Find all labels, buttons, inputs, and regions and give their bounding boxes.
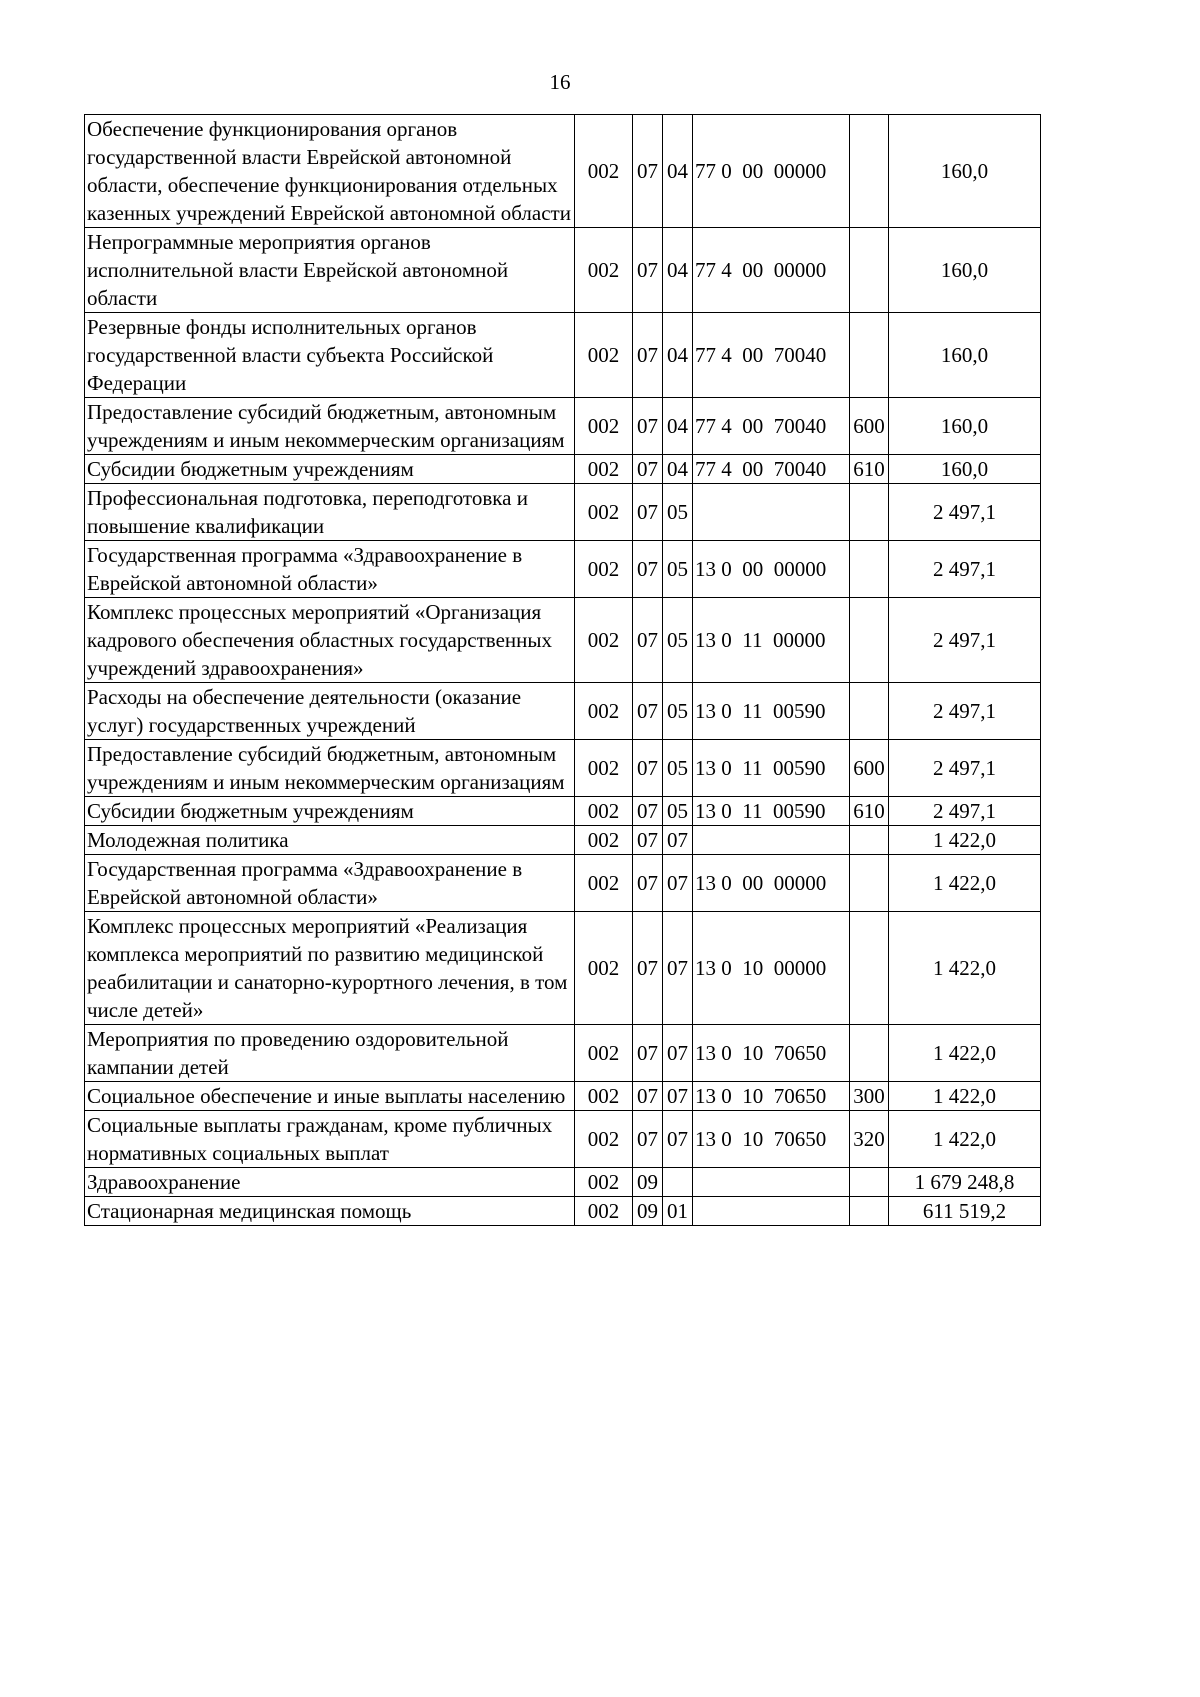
row-name-cell: Непрограммные мероприятия органов исполнительной власти Еврейской автономной области [85, 228, 575, 313]
amount-cell: 160,0 [889, 398, 1041, 455]
table-row [85, 912, 1041, 1025]
admin-code-cell: 002 [575, 1025, 633, 1082]
amount-cell: 160,0 [889, 228, 1041, 313]
target-article-cell [693, 484, 850, 541]
admin-code-cell: 002 [575, 598, 633, 683]
target-article-cell: 77 0 00 00000 [693, 115, 850, 228]
expense-type-cell: 600 [850, 740, 889, 797]
target-article-cell: 13 0 11 00590 [693, 683, 850, 740]
row-name-cell: Предоставление субсидий бюджетным, автономным учреждениям и иным некоммерческим организациям [85, 398, 575, 455]
table-row [85, 455, 1041, 484]
admin-code-cell: 002 [575, 797, 633, 826]
subsection-code-cell: 05 [663, 598, 693, 683]
subsection-code-cell: 05 [663, 683, 693, 740]
amount-cell: 1 422,0 [889, 912, 1041, 1025]
section-code-cell: 07 [633, 398, 663, 455]
admin-code-cell: 002 [575, 398, 633, 455]
table-body [85, 115, 1041, 1226]
table-row [85, 313, 1041, 398]
subsection-code-cell: 07 [663, 912, 693, 1025]
expense-type-cell: 320 [850, 1111, 889, 1168]
subsection-code-cell: 07 [663, 1111, 693, 1168]
section-code-cell: 07 [633, 115, 663, 228]
admin-code-cell: 002 [575, 313, 633, 398]
admin-code-cell: 002 [575, 683, 633, 740]
subsection-code-cell [663, 1168, 693, 1197]
row-name-cell: Государственная программа «Здравоохранение в Еврейской автономной области» [85, 541, 575, 598]
row-name-cell: Субсидии бюджетным учреждениям [85, 455, 575, 484]
amount-cell: 1 422,0 [889, 1111, 1041, 1168]
expense-type-cell [850, 1168, 889, 1197]
amount-cell: 1 679 248,8 [889, 1168, 1041, 1197]
section-code-cell: 07 [633, 1025, 663, 1082]
target-article-cell [693, 1197, 850, 1226]
section-code-cell: 07 [633, 826, 663, 855]
table-row [85, 683, 1041, 740]
admin-code-cell: 002 [575, 1197, 633, 1226]
target-article-cell: 77 4 00 00000 [693, 228, 850, 313]
subsection-code-cell: 07 [663, 826, 693, 855]
table-row [85, 1111, 1041, 1168]
target-article-cell: 13 0 00 00000 [693, 855, 850, 912]
expense-type-cell [850, 313, 889, 398]
section-code-cell: 07 [633, 1082, 663, 1111]
subsection-code-cell: 04 [663, 313, 693, 398]
subsection-code-cell: 04 [663, 455, 693, 484]
section-code-cell: 07 [633, 598, 663, 683]
amount-cell: 160,0 [889, 115, 1041, 228]
section-code-cell: 07 [633, 855, 663, 912]
subsection-code-cell: 05 [663, 740, 693, 797]
amount-cell: 1 422,0 [889, 1082, 1041, 1111]
row-name-cell: Обеспечение функционирования органов государственной власти Еврейской автономной области, обеспечение функционирования отдельных казенных учреждений Еврейской автономной области [85, 115, 575, 228]
table-row [85, 398, 1041, 455]
section-code-cell: 09 [633, 1168, 663, 1197]
table-row [85, 228, 1041, 313]
admin-code-cell: 002 [575, 1082, 633, 1111]
expense-type-cell [850, 683, 889, 740]
table-row [85, 797, 1041, 826]
target-article-cell: 77 4 00 70040 [693, 455, 850, 484]
target-article-cell: 13 0 11 00590 [693, 740, 850, 797]
subsection-code-cell: 07 [663, 1025, 693, 1082]
section-code-cell: 07 [633, 484, 663, 541]
table-row [85, 1025, 1041, 1082]
table-row [85, 1082, 1041, 1111]
admin-code-cell: 002 [575, 541, 633, 598]
amount-cell: 160,0 [889, 313, 1041, 398]
subsection-code-cell: 05 [663, 797, 693, 826]
subsection-code-cell: 07 [663, 855, 693, 912]
section-code-cell: 07 [633, 313, 663, 398]
amount-cell: 2 497,1 [889, 484, 1041, 541]
amount-cell: 2 497,1 [889, 598, 1041, 683]
target-article-cell: 13 0 10 70650 [693, 1025, 850, 1082]
row-name-cell: Предоставление субсидий бюджетным, автономным учреждениям и иным некоммерческим организациям [85, 740, 575, 797]
section-code-cell: 07 [633, 541, 663, 598]
table-row [85, 598, 1041, 683]
admin-code-cell: 002 [575, 912, 633, 1025]
admin-code-cell: 002 [575, 228, 633, 313]
expense-type-cell: 600 [850, 398, 889, 455]
row-name-cell: Молодежная политика [85, 826, 575, 855]
admin-code-cell: 002 [575, 826, 633, 855]
row-name-cell: Стационарная медицинская помощь [85, 1197, 575, 1226]
table-row [85, 1168, 1041, 1197]
page-number: 16 [549, 70, 571, 94]
expense-type-cell [850, 598, 889, 683]
table-row [85, 541, 1041, 598]
section-code-cell: 07 [633, 1111, 663, 1168]
target-article-cell: 13 0 10 70650 [693, 1082, 850, 1111]
expense-type-cell [850, 541, 889, 598]
amount-cell: 2 497,1 [889, 541, 1041, 598]
target-article-cell: 13 0 10 00000 [693, 912, 850, 1025]
admin-code-cell: 002 [575, 484, 633, 541]
section-code-cell: 07 [633, 912, 663, 1025]
admin-code-cell: 002 [575, 115, 633, 228]
expense-type-cell [850, 1197, 889, 1226]
target-article-cell [693, 1168, 850, 1197]
row-name-cell: Государственная программа «Здравоохранение в Еврейской автономной области» [85, 855, 575, 912]
row-name-cell: Комплекс процессных мероприятий «Реализация комплекса мероприятий по развитию медицинской реабилитации и санаторно-курортного лечения, в том числе детей» [85, 912, 575, 1025]
expense-type-cell [850, 1025, 889, 1082]
target-article-cell: 13 0 00 00000 [693, 541, 850, 598]
admin-code-cell: 002 [575, 740, 633, 797]
section-code-cell: 07 [633, 228, 663, 313]
admin-code-cell: 002 [575, 1168, 633, 1197]
subsection-code-cell: 04 [663, 398, 693, 455]
amount-cell: 611 519,2 [889, 1197, 1041, 1226]
target-article-cell [693, 826, 850, 855]
amount-cell: 1 422,0 [889, 1025, 1041, 1082]
section-code-cell: 07 [633, 455, 663, 484]
expense-type-cell [850, 228, 889, 313]
table-row [85, 855, 1041, 912]
row-name-cell: Субсидии бюджетным учреждениям [85, 797, 575, 826]
amount-cell: 2 497,1 [889, 683, 1041, 740]
target-article-cell: 13 0 11 00000 [693, 598, 850, 683]
subsection-code-cell: 01 [663, 1197, 693, 1226]
table-row [85, 115, 1041, 228]
budget-table [84, 114, 1041, 1226]
row-name-cell: Мероприятия по проведению оздоровительной кампании детей [85, 1025, 575, 1082]
expense-type-cell: 610 [850, 455, 889, 484]
row-name-cell: Здравоохранение [85, 1168, 575, 1197]
admin-code-cell: 002 [575, 855, 633, 912]
row-name-cell: Социальное обеспечение и иные выплаты населению [85, 1082, 575, 1111]
row-name-cell: Комплекс процессных мероприятий «Организация кадрового обеспечения областных государственных учреждений здравоохранения» [85, 598, 575, 683]
expense-type-cell: 300 [850, 1082, 889, 1111]
section-code-cell: 09 [633, 1197, 663, 1226]
amount-cell: 1 422,0 [889, 826, 1041, 855]
expense-type-cell [850, 855, 889, 912]
expense-type-cell [850, 912, 889, 1025]
amount-cell: 160,0 [889, 455, 1041, 484]
expense-type-cell [850, 115, 889, 228]
admin-code-cell: 002 [575, 1111, 633, 1168]
section-code-cell: 07 [633, 683, 663, 740]
expense-type-cell [850, 484, 889, 541]
subsection-code-cell: 04 [663, 228, 693, 313]
section-code-cell: 07 [633, 797, 663, 826]
subsection-code-cell: 07 [663, 1082, 693, 1111]
target-article-cell: 77 4 00 70040 [693, 398, 850, 455]
target-article-cell: 13 0 10 70650 [693, 1111, 850, 1168]
table-row [85, 826, 1041, 855]
amount-cell: 1 422,0 [889, 855, 1041, 912]
expense-type-cell: 610 [850, 797, 889, 826]
subsection-code-cell: 04 [663, 115, 693, 228]
amount-cell: 2 497,1 [889, 740, 1041, 797]
amount-cell: 2 497,1 [889, 797, 1041, 826]
row-name-cell: Резервные фонды исполнительных органов государственной власти субъекта Российской Федерации [85, 313, 575, 398]
table-row [85, 1197, 1041, 1226]
row-name-cell: Социальные выплаты гражданам, кроме публичных нормативных социальных выплат [85, 1111, 575, 1168]
section-code-cell: 07 [633, 740, 663, 797]
table-row [85, 484, 1041, 541]
target-article-cell: 77 4 00 70040 [693, 313, 850, 398]
subsection-code-cell: 05 [663, 541, 693, 598]
expense-type-cell [850, 826, 889, 855]
target-article-cell: 13 0 11 00590 [693, 797, 850, 826]
subsection-code-cell: 05 [663, 484, 693, 541]
admin-code-cell: 002 [575, 455, 633, 484]
row-name-cell: Расходы на обеспечение деятельности (оказание услуг) государственных учреждений [85, 683, 575, 740]
table-row [85, 740, 1041, 797]
row-name-cell: Профессиональная подготовка, переподготовка и повышение квалификации [85, 484, 575, 541]
